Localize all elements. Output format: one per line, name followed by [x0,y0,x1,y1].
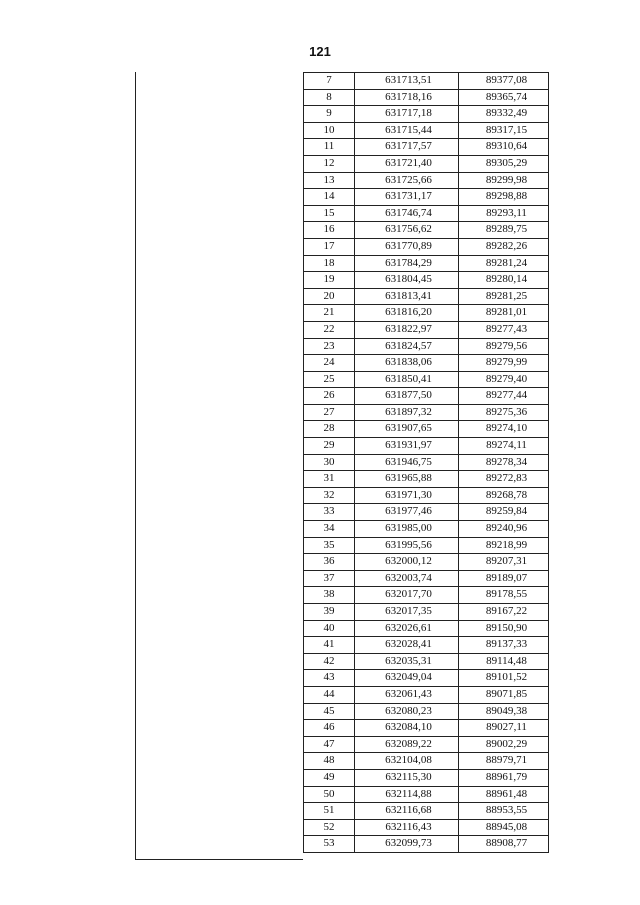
table-row [304,155,549,172]
table-row [304,670,549,687]
y-coordinate-cell: 89259,84 [459,504,549,521]
point-number-cell: 46 [304,720,355,737]
point-number-cell: 7 [304,73,355,90]
coordinates-table [303,72,549,853]
y-coordinate-cell: 88979,71 [459,753,549,770]
table-row [304,438,549,455]
y-coordinate-cell: 88908,77 [459,836,549,853]
table-row [304,371,549,388]
x-coordinate-cell: 631715,44 [355,122,459,139]
point-number-cell: 32 [304,487,355,504]
x-coordinate-cell: 631946,75 [355,454,459,471]
point-number-cell: 9 [304,106,355,123]
y-coordinate-cell: 89332,49 [459,106,549,123]
point-number-cell: 30 [304,454,355,471]
x-coordinate-cell: 631784,29 [355,255,459,272]
table-row [304,720,549,737]
y-coordinate-cell: 89289,75 [459,222,549,239]
y-coordinate-cell: 88961,79 [459,769,549,786]
y-coordinate-cell: 89189,07 [459,570,549,587]
x-coordinate-cell: 631813,41 [355,288,459,305]
x-coordinate-cell: 632049,04 [355,670,459,687]
x-coordinate-cell: 631721,40 [355,155,459,172]
x-coordinate-cell: 632028,41 [355,637,459,654]
point-number-cell: 48 [304,753,355,770]
point-number-cell: 17 [304,238,355,255]
y-coordinate-cell: 89282,26 [459,238,549,255]
table-row [304,288,549,305]
x-coordinate-cell: 631746,74 [355,205,459,222]
y-coordinate-cell: 89071,85 [459,686,549,703]
x-coordinate-cell: 631877,50 [355,388,459,405]
y-coordinate-cell: 89027,11 [459,720,549,737]
y-coordinate-cell: 89137,33 [459,637,549,654]
x-coordinate-cell: 632114,88 [355,786,459,803]
y-coordinate-cell: 89207,31 [459,554,549,571]
point-number-cell: 45 [304,703,355,720]
x-coordinate-cell: 631725,66 [355,172,459,189]
y-coordinate-cell: 89240,96 [459,521,549,538]
table-row [304,587,549,604]
y-coordinate-cell: 89281,24 [459,255,549,272]
table-row [304,554,549,571]
y-coordinate-cell: 89279,40 [459,371,549,388]
point-number-cell: 47 [304,736,355,753]
point-number-cell: 27 [304,404,355,421]
y-coordinate-cell: 89272,83 [459,471,549,488]
y-coordinate-cell: 89002,29 [459,736,549,753]
x-coordinate-cell: 631717,57 [355,139,459,156]
x-coordinate-cell: 631985,00 [355,521,459,538]
point-number-cell: 37 [304,570,355,587]
table-row [304,172,549,189]
table-row [304,537,549,554]
point-number-cell: 14 [304,189,355,206]
table-row [304,637,549,654]
y-coordinate-cell: 89114,48 [459,653,549,670]
table-row [304,753,549,770]
x-coordinate-cell: 632035,31 [355,653,459,670]
y-coordinate-cell: 89293,11 [459,205,549,222]
table-row [304,388,549,405]
point-number-cell: 40 [304,620,355,637]
table-row [304,139,549,156]
point-number-cell: 36 [304,554,355,571]
point-number-cell: 31 [304,471,355,488]
y-coordinate-cell: 89150,90 [459,620,549,637]
point-number-cell: 49 [304,769,355,786]
y-coordinate-cell: 88945,08 [459,819,549,836]
x-coordinate-cell: 632099,73 [355,836,459,853]
table-row [304,620,549,637]
y-coordinate-cell: 89277,44 [459,388,549,405]
point-number-cell: 24 [304,355,355,372]
point-number-cell: 19 [304,272,355,289]
table-row [304,604,549,621]
page-number: 121 [309,44,331,59]
point-number-cell: 11 [304,139,355,156]
y-coordinate-cell: 88953,55 [459,803,549,820]
table-row [304,272,549,289]
point-number-cell: 39 [304,604,355,621]
table-row [304,89,549,106]
x-coordinate-cell: 631804,45 [355,272,459,289]
x-coordinate-cell: 632084,10 [355,720,459,737]
x-coordinate-cell: 632003,74 [355,570,459,587]
point-number-cell: 53 [304,836,355,853]
table-row [304,471,549,488]
table-row [304,189,549,206]
point-number-cell: 50 [304,786,355,803]
y-coordinate-cell: 89101,52 [459,670,549,687]
point-number-cell: 41 [304,637,355,654]
y-coordinate-cell: 89277,43 [459,321,549,338]
x-coordinate-cell: 631713,51 [355,73,459,90]
point-number-cell: 8 [304,89,355,106]
x-coordinate-cell: 631718,16 [355,89,459,106]
table-row [304,803,549,820]
point-number-cell: 18 [304,255,355,272]
point-number-cell: 10 [304,122,355,139]
table-row [304,487,549,504]
y-coordinate-cell: 89274,11 [459,438,549,455]
table-row [304,521,549,538]
point-number-cell: 43 [304,670,355,687]
table-row [304,222,549,239]
x-coordinate-cell: 631897,32 [355,404,459,421]
table-row [304,404,549,421]
table-row [304,355,549,372]
x-coordinate-cell: 631731,17 [355,189,459,206]
x-coordinate-cell: 631907,65 [355,421,459,438]
point-number-cell: 35 [304,537,355,554]
point-number-cell: 23 [304,338,355,355]
table-row [304,504,549,521]
table-row [304,836,549,853]
x-coordinate-cell: 631850,41 [355,371,459,388]
y-coordinate-cell: 89275,36 [459,404,549,421]
x-coordinate-cell: 631971,30 [355,487,459,504]
point-number-cell: 20 [304,288,355,305]
point-number-cell: 26 [304,388,355,405]
y-coordinate-cell: 89281,25 [459,288,549,305]
table-row [304,255,549,272]
y-coordinate-cell: 89178,55 [459,587,549,604]
table-row [304,819,549,836]
x-coordinate-cell: 632104,08 [355,753,459,770]
y-coordinate-cell: 89278,34 [459,454,549,471]
y-coordinate-cell: 89305,29 [459,155,549,172]
table-row [304,73,549,90]
table-row [304,786,549,803]
y-coordinate-cell: 89274,10 [459,421,549,438]
table-row [304,106,549,123]
x-coordinate-cell: 632017,35 [355,604,459,621]
table-row [304,454,549,471]
y-coordinate-cell: 89281,01 [459,305,549,322]
table-row [304,421,549,438]
point-number-cell: 52 [304,819,355,836]
x-coordinate-cell: 632115,30 [355,769,459,786]
y-coordinate-cell: 89268,78 [459,487,549,504]
x-coordinate-cell: 631824,57 [355,338,459,355]
x-coordinate-cell: 631995,56 [355,537,459,554]
y-coordinate-cell: 89280,14 [459,272,549,289]
table-row [304,305,549,322]
y-coordinate-cell: 89365,74 [459,89,549,106]
x-coordinate-cell: 631838,06 [355,355,459,372]
y-coordinate-cell: 89279,56 [459,338,549,355]
point-number-cell: 21 [304,305,355,322]
table-row [304,686,549,703]
y-coordinate-cell: 89279,99 [459,355,549,372]
point-number-cell: 33 [304,504,355,521]
point-number-cell: 38 [304,587,355,604]
x-coordinate-cell: 631816,20 [355,305,459,322]
point-number-cell: 22 [304,321,355,338]
table-row [304,238,549,255]
table-row [304,703,549,720]
x-coordinate-cell: 632000,12 [355,554,459,571]
y-coordinate-cell: 88961,48 [459,786,549,803]
point-number-cell: 51 [304,803,355,820]
y-coordinate-cell: 89049,38 [459,703,549,720]
y-coordinate-cell: 89317,15 [459,122,549,139]
x-coordinate-cell: 632017,70 [355,587,459,604]
table-row [304,122,549,139]
y-coordinate-cell: 89298,88 [459,189,549,206]
point-number-cell: 28 [304,421,355,438]
x-coordinate-cell: 632116,43 [355,819,459,836]
table-row [304,338,549,355]
table-row [304,205,549,222]
point-number-cell: 15 [304,205,355,222]
point-number-cell: 13 [304,172,355,189]
x-coordinate-cell: 632116,68 [355,803,459,820]
point-number-cell: 12 [304,155,355,172]
point-number-cell: 25 [304,371,355,388]
x-coordinate-cell: 631756,62 [355,222,459,239]
table-row [304,736,549,753]
point-number-cell: 42 [304,653,355,670]
x-coordinate-cell: 631717,18 [355,106,459,123]
point-number-cell: 44 [304,686,355,703]
x-coordinate-cell: 632089,22 [355,736,459,753]
x-coordinate-cell: 632026,61 [355,620,459,637]
y-coordinate-cell: 89299,98 [459,172,549,189]
x-coordinate-cell: 631822,97 [355,321,459,338]
x-coordinate-cell: 631977,46 [355,504,459,521]
x-coordinate-cell: 632061,43 [355,686,459,703]
table-row [304,321,549,338]
table-row [304,570,549,587]
table-row [304,769,549,786]
y-coordinate-cell: 89167,22 [459,604,549,621]
table-row [304,653,549,670]
y-coordinate-cell: 89218,99 [459,537,549,554]
y-coordinate-cell: 89377,08 [459,73,549,90]
x-coordinate-cell: 632080,23 [355,703,459,720]
x-coordinate-cell: 631931,97 [355,438,459,455]
x-coordinate-cell: 631965,88 [355,471,459,488]
coordinates-table-body [304,73,549,853]
left-column-frame [135,72,303,860]
y-coordinate-cell: 89310,64 [459,139,549,156]
point-number-cell: 29 [304,438,355,455]
x-coordinate-cell: 631770,89 [355,238,459,255]
point-number-cell: 34 [304,521,355,538]
point-number-cell: 16 [304,222,355,239]
